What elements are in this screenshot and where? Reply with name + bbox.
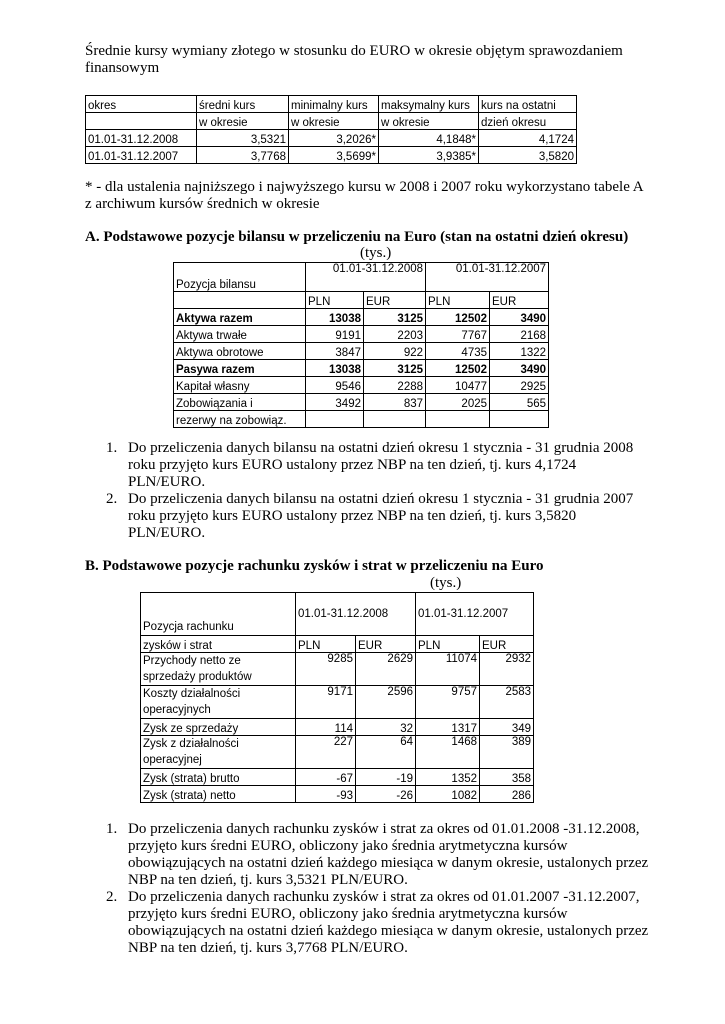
- header-cell: dzień okresu: [479, 113, 577, 130]
- table-cell: 1322: [490, 343, 549, 360]
- row-label: [141, 653, 296, 686]
- table-row: [174, 343, 549, 360]
- table-cell: 7767: [426, 326, 490, 343]
- header-cell: kurs na ostatni: [479, 96, 577, 113]
- note-line: Do przeliczenia danych rachunku zysków i strat za okres od 01.01.2007 -31.12.2007,: [128, 889, 640, 905]
- table-cell: 4,1724: [479, 130, 577, 147]
- header-cell: okres: [86, 96, 197, 113]
- table-cell: 01.01-31.12.2008: [86, 130, 197, 147]
- header-cell: w okresie: [289, 113, 379, 130]
- table-cell: 389: [480, 736, 534, 769]
- note-line: Do przeliczenia danych rachunku zysków i strat za okres od 01.01.2008 -31.12.2008,: [128, 821, 640, 837]
- note-line: PLN/EURO.: [128, 474, 206, 490]
- table-cell: 11074: [416, 653, 480, 686]
- header-cell: [141, 593, 296, 636]
- row-label-line: Zysk z działalności: [143, 738, 239, 750]
- table-cell: 9285: [296, 653, 356, 686]
- table-cell: -93: [296, 786, 356, 803]
- table-cell: 3125: [364, 360, 426, 377]
- list-number: 2.: [106, 889, 118, 905]
- row-label-line: Koszty działalności: [143, 688, 241, 700]
- table-row: [86, 113, 577, 130]
- note-line: Do przeliczenia danych bilansu na ostatni dzień okresu 1 stycznia - 31 grudnia 2008: [128, 440, 634, 456]
- exchange-rates-table: [85, 95, 577, 164]
- row-label: [141, 686, 296, 719]
- note-line: PLN/EURO.: [128, 525, 206, 541]
- header-cell: PLN: [296, 636, 356, 653]
- table-cell: 286: [480, 786, 534, 803]
- header-cell: zysków i strat: [141, 636, 296, 653]
- table-cell: 9757: [416, 686, 480, 719]
- table-row: [174, 411, 549, 428]
- header-cell: maksymalny kurs: [379, 96, 479, 113]
- table-cell: 3492: [306, 394, 364, 411]
- income-table: [140, 592, 534, 803]
- balance-table: [173, 262, 549, 428]
- row-label: Zysk (strata) brutto: [141, 769, 296, 786]
- table-cell: 358: [480, 769, 534, 786]
- table-row: [174, 309, 549, 326]
- header-cell: PLN: [306, 292, 364, 309]
- table-row: [174, 377, 549, 394]
- list-number: 1.: [106, 440, 118, 456]
- table-cell: [364, 411, 426, 428]
- table-cell: 01.01-31.12.2007: [86, 147, 197, 164]
- table-cell: [174, 292, 306, 309]
- header-cell: EUR: [480, 636, 534, 653]
- header-cell: [86, 113, 197, 130]
- row-label: Zobowiązania i: [174, 394, 306, 411]
- row-label: Zysk (strata) netto: [141, 786, 296, 803]
- table-row: [141, 593, 534, 636]
- table-cell: 2168: [490, 326, 549, 343]
- row-label: Aktywa obrotowe: [174, 343, 306, 360]
- table-cell: 10477: [426, 377, 490, 394]
- table-cell: -19: [356, 769, 416, 786]
- list-number: 1.: [106, 821, 118, 837]
- table-cell: [426, 411, 490, 428]
- note-line: NBP na ten dzień, tj. kurs 3,5321 PLN/EURO.: [128, 872, 408, 888]
- list-item: [85, 821, 695, 889]
- row-label: [141, 736, 296, 769]
- table-row: [86, 130, 577, 147]
- table-row: [141, 636, 534, 653]
- header-cell: minimalny kurs: [289, 96, 379, 113]
- note-line: Do przeliczenia danych bilansu na ostatni dzień okresu 1 stycznia - 31 grudnia 2007: [128, 491, 634, 507]
- list-number: 2.: [106, 491, 118, 507]
- table-cell: -67: [296, 769, 356, 786]
- table-row: [141, 653, 534, 686]
- table-row: [141, 686, 534, 719]
- row-label-line: Przychody netto ze: [143, 655, 241, 667]
- table-cell: 12502: [426, 360, 490, 377]
- table-row: [174, 394, 549, 411]
- section-b-heading: B. Podstawowe pozycje rachunku zysków i strat w przeliczeniu na Euro: [85, 558, 544, 574]
- row-label: Aktywa razem: [174, 309, 306, 326]
- table-cell: 2288: [364, 377, 426, 394]
- table-cell: 4735: [426, 343, 490, 360]
- table-cell: 3,9385*: [379, 147, 479, 164]
- section-a-notes: [85, 440, 685, 542]
- table-row: [174, 360, 549, 377]
- table-row: [141, 786, 534, 803]
- table-cell: 2932: [480, 653, 534, 686]
- table-cell: 3,2026*: [289, 130, 379, 147]
- note-line: NBP na ten dzień, tj. kurs 3,7768 PLN/EURO.: [128, 940, 408, 956]
- row-label: rezerwy na zobowiąz.: [174, 411, 306, 428]
- section-a-unit: (tys.): [360, 245, 392, 261]
- section-a-heading: A. Podstawowe pozycje bilansu w przeliczeniu na Euro (stan na ostatni dzień okresu): [85, 229, 629, 245]
- list-item: [85, 889, 695, 957]
- footnote-line: * - dla ustalenia najniższego i najwyższego kursu w 2008 i 2007 roku wykorzystano tabele A: [85, 179, 644, 195]
- note-line: roku przyjęto kurs EURO ustalony przez NBP na ten dzień, tj. kurs 4,1724: [128, 457, 577, 473]
- table-row: [141, 736, 534, 769]
- table-cell: 1352: [416, 769, 480, 786]
- table-cell: 1082: [416, 786, 480, 803]
- table-cell: -26: [356, 786, 416, 803]
- table-cell: 4,1848*: [379, 130, 479, 147]
- header-cell: 01.01-31.12.2007: [416, 593, 534, 636]
- note-line: przyjęto kurs średni EURO, obliczony jako średnia arytmetyczna kursów: [128, 838, 568, 854]
- table-cell: 2203: [364, 326, 426, 343]
- note-line: obowiązujących na ostatni dzień każdego miesiąca w danym okresie, ustalonych przez: [128, 923, 649, 939]
- table-row: [174, 292, 549, 309]
- section-b-notes: [85, 821, 695, 957]
- intro-title: [85, 43, 645, 77]
- table-cell: 922: [364, 343, 426, 360]
- footnote: [85, 179, 685, 213]
- header-cell: EUR: [356, 636, 416, 653]
- header-cell: EUR: [364, 292, 426, 309]
- header-cell: PLN: [426, 292, 490, 309]
- note-line: roku przyjęto kurs EURO ustalony przez NBP na ten dzień, tj. kurs 3,5820: [128, 508, 577, 524]
- table-cell: 3847: [306, 343, 364, 360]
- table-cell: 3490: [490, 360, 549, 377]
- footnote-line: z archiwum kursów średnich w okresie: [85, 196, 320, 212]
- table-cell: 2925: [490, 377, 549, 394]
- table-cell: 2583: [480, 686, 534, 719]
- table-row: [86, 96, 577, 113]
- table-cell: 3,5321: [197, 130, 289, 147]
- table-row: [141, 769, 534, 786]
- table-cell: 3490: [490, 309, 549, 326]
- table-cell: 1468: [416, 736, 480, 769]
- table-cell: 3,5820: [479, 147, 577, 164]
- header-cell: 01.01-31.12.2007: [426, 263, 549, 292]
- header-cell: PLN: [416, 636, 480, 653]
- header-line: Pozycja rachunku: [143, 621, 234, 633]
- table-cell: 13038: [306, 309, 364, 326]
- table-cell: 2025: [426, 394, 490, 411]
- header-cell: w okresie: [379, 113, 479, 130]
- list-item: [85, 440, 685, 491]
- intro-title-line: Średnie kursy wymiany złotego w stosunku do EURO w okresie objętym sprawozdaniem: [85, 43, 623, 59]
- table-cell: 349: [480, 719, 534, 736]
- table-cell: [306, 411, 364, 428]
- table-cell: 9191: [306, 326, 364, 343]
- table-row: [141, 719, 534, 736]
- table-cell: 114: [296, 719, 356, 736]
- table-cell: 837: [364, 394, 426, 411]
- row-label: Pasywa razem: [174, 360, 306, 377]
- header-cell: w okresie: [197, 113, 289, 130]
- table-cell: 227: [296, 736, 356, 769]
- note-line: przyjęto kurs średni EURO, obliczony jako średnia arytmetyczna kursów: [128, 906, 568, 922]
- table-cell: 565: [490, 394, 549, 411]
- note-line: obowiązujących na ostatni dzień każdego miesiąca w danym okresie, ustalonych przez: [128, 855, 649, 871]
- table-cell: 3,7768: [197, 147, 289, 164]
- table-cell: 3125: [364, 309, 426, 326]
- table-cell: 13038: [306, 360, 364, 377]
- table-cell: 12502: [426, 309, 490, 326]
- table-cell: 9546: [306, 377, 364, 394]
- header-cell: 01.01-31.12.2008: [306, 263, 426, 292]
- table-cell: 2596: [356, 686, 416, 719]
- header-cell: Pozycja bilansu: [174, 263, 306, 292]
- row-label-line: sprzedaży produktów: [143, 671, 252, 683]
- row-label-line: operacyjnej: [143, 754, 202, 766]
- table-cell: 64: [356, 736, 416, 769]
- table-cell: 3,5699*: [289, 147, 379, 164]
- row-label: Zysk ze sprzedaży: [141, 719, 296, 736]
- row-label-line: operacyjnych: [143, 704, 211, 716]
- header-cell: 01.01-31.12.2008: [296, 593, 416, 636]
- table-cell: [490, 411, 549, 428]
- table-cell: 9171: [296, 686, 356, 719]
- header-cell: średni kurs: [197, 96, 289, 113]
- intro-title-line: finansowym: [85, 60, 160, 76]
- table-cell: 32: [356, 719, 416, 736]
- header-cell: EUR: [490, 292, 549, 309]
- table-row: [86, 147, 577, 164]
- table-cell: 2629: [356, 653, 416, 686]
- row-label: Kapitał własny: [174, 377, 306, 394]
- row-label: Aktywa trwałe: [174, 326, 306, 343]
- section-b-unit: (tys.): [430, 575, 462, 591]
- table-row: [174, 326, 549, 343]
- list-item: [85, 491, 685, 542]
- table-row: [174, 263, 549, 292]
- table-cell: 1317: [416, 719, 480, 736]
